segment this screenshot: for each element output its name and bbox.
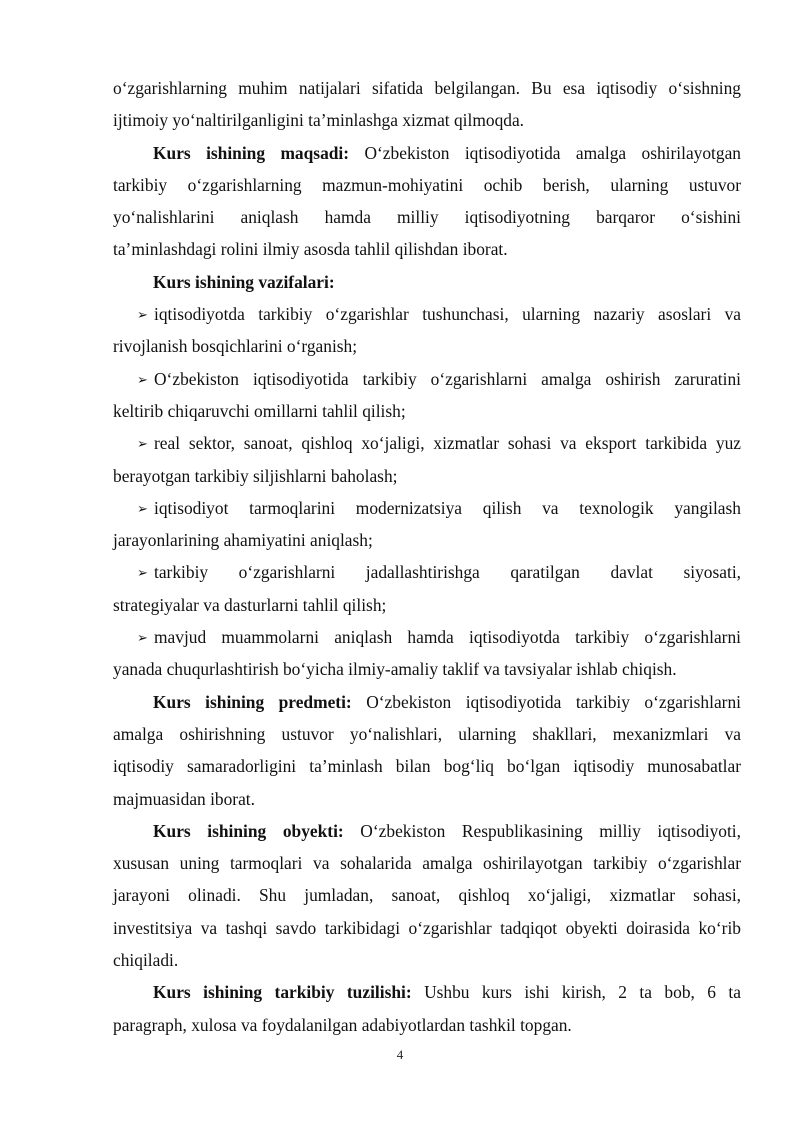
arrowhead-bullet-icon: ➢ <box>137 630 148 646</box>
text-line: ijtimoiy yo‘naltirilganligini ta’minlashga xizmat qilmoqda. <box>113 110 525 131</box>
maqsad-heading: Kurs ishining maqsadi: <box>153 142 350 163</box>
text-line: yo‘nalishlarini aniqlash hamda milliy iqtisodiyotning barqaror o‘sishini <box>113 207 741 228</box>
text-line: paragraph, xulosa va foydalanilgan adabiyotlardan tashkil topgan. <box>113 1014 572 1035</box>
list-item: ➢ tarkibiy o‘zgarishlarni jadallashtirishga qaratilgan davlat siyosati, <box>113 556 741 588</box>
obyekt-heading: Kurs ishining obyekti: <box>153 820 344 841</box>
predmet-text: O‘zbekiston iqtisodiyotida tarkibiy o‘zgarishlarni <box>351 691 741 712</box>
arrowhead-bullet-icon: ➢ <box>137 565 148 581</box>
list-item-cont: berayotgan tarkibiy siljishlarni baholash; <box>113 465 398 486</box>
text-line: amalga oshirishning ustuvor yo‘nalishlari, ularning shakllari, mexanizmlari va <box>113 723 741 744</box>
vazifalar-heading: Kurs ishining vazifalari: <box>153 271 335 292</box>
text-line: majmuasidan iborat. <box>113 788 255 809</box>
text-line: ta’minlashdagi rolini ilmiy asosda tahlil qilishdan iborat. <box>113 239 508 260</box>
arrowhead-bullet-icon: ➢ <box>137 500 148 516</box>
text-line: investitsiya va tashqi savdo tarkibidagi o‘zgarishlar tadqiqot obyekti doirasida ko‘rib <box>113 917 741 938</box>
text-line: xususan uning tarmoqlari va sohalarida amalga oshirilayotgan tarkibiy o‘zgarishlar <box>113 853 741 874</box>
list-item: ➢ iqtisodiyot tarmoqlarini modernizatsiya qilish va texnologik yangilash <box>113 492 741 524</box>
tuzilish-line <box>113 976 741 1008</box>
predmet-heading: Kurs ishining predmeti: <box>153 691 352 712</box>
text-line: jarayoni olinadi. Shu jumladan, sanoat, qishloq xo‘jaligi, xizmatlar sohasi, <box>113 885 741 906</box>
tuzilish-text: Ushbu kurs ishi kirish, 2 ta bob, 6 ta <box>411 982 741 1003</box>
predmet-line <box>113 686 741 718</box>
list-item-cont: keltirib chiqaruvchi omillarni tahlil qilish; <box>113 400 406 421</box>
text-line: o‘zgarishlarning muhim natijalari sifatida belgilangan. Bu esa iqtisodiy o‘sishning <box>113 78 741 98</box>
vazifalar-line <box>113 266 741 298</box>
page-body <box>113 72 741 1041</box>
list-item: ➢ O‘zbekiston iqtisodiyotida tarkibiy o‘zgarishlarni amalga oshirish zaruratini <box>113 363 741 395</box>
text-line: iqtisodiy samaradorligini ta’minlash bilan bog‘liq bo‘lgan iqtisodiy munosabatlar <box>113 756 741 777</box>
maqsad-line <box>113 137 741 169</box>
list-item-cont: strategiyalar va dasturlarni tahlil qilish; <box>113 594 387 615</box>
text-line: chiqiladi. <box>113 950 179 971</box>
list-item: ➢ real sektor, sanoat, qishloq xo‘jaligi, xizmatlar sohasi va eksport tarkibida yuz <box>113 427 741 459</box>
list-item: ➢ mavjud muammolarni aniqlash hamda iqtisodiyotda tarkibiy o‘zgarishlarni <box>113 621 741 653</box>
maqsad-text: O‘zbekiston iqtisodiyotida amalga oshirilayotgan <box>349 142 741 163</box>
text-line: tarkibiy o‘zgarishlarning mazmun-mohiyatini ochib berish, ularning ustuvor <box>113 174 741 195</box>
tuzilish-heading: Kurs ishining tarkibiy tuzilishi: <box>153 982 412 1003</box>
list-item-cont: rivojlanish bosqichlarini o‘rganish; <box>113 336 358 357</box>
obyekt-text: O‘zbekiston Respublikasining milliy iqtisodiyoti, <box>343 820 741 841</box>
list-item: ➢ iqtisodiyotda tarkibiy o‘zgarishlar tushunchasi, ularning nazariy asoslari va <box>113 298 741 330</box>
arrowhead-bullet-icon: ➢ <box>137 307 148 323</box>
arrowhead-bullet-icon: ➢ <box>137 371 148 387</box>
page-number: 4 <box>396 1047 404 1062</box>
obyekt-line <box>113 815 741 847</box>
arrowhead-bullet-icon: ➢ <box>137 436 148 452</box>
list-item-cont: yanada chuqurlashtirish bo‘yicha ilmiy-amaliy taklif va tavsiyalar ishlab chiqish. <box>113 659 677 680</box>
list-item-cont: jarayonlarining ahamiyatini aniqlash; <box>113 530 373 551</box>
